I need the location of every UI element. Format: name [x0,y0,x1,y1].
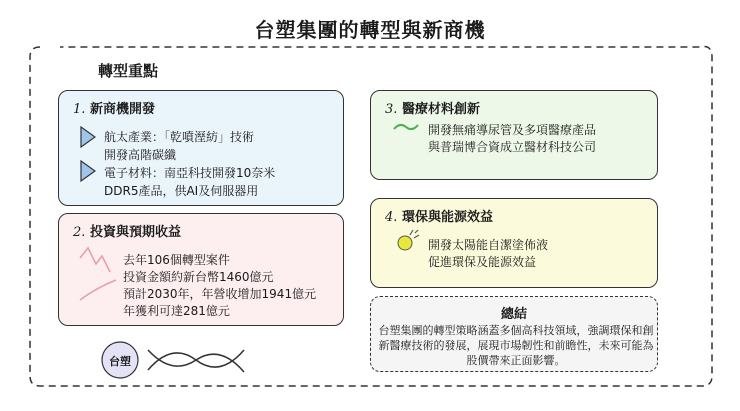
card-line: 預計2030年，年營收增加1941億元 [123,287,317,301]
summary-text: 台塑集團的轉型策略涵蓋多個高科技領域，強調環保和創新醫療技術的發展，展現市場韌性和前瞻性，未來可能為股價帶來正面影響。 [378,324,654,367]
card-line: 開發無痛導尿管及多項醫療產品 [428,123,597,137]
card-line: 開發高階碳纖 [104,148,177,162]
card-line: 航太產業：「乾噴溼紡」技術 [104,130,255,144]
card-label: 新商機開發 [89,102,155,117]
card-line: 開發太陽能自潔塗佈液 [428,238,549,252]
card-line: 促進環保及能源效益 [428,255,537,269]
summary-title: 總結 [500,307,527,322]
card-number: 1. [73,102,86,117]
card-green-title [385,206,493,225]
triangle-pointer-icon [80,160,96,182]
card-new-business-title [73,98,155,117]
card-investment-title [73,221,181,240]
card-label: 醫療材料創新 [401,102,480,117]
badge-label: 台塑 [109,355,131,368]
card-line: 與普瑞博合資成立醫材科技公司 [428,140,597,154]
card-number: 2. [73,225,86,240]
wave-icon [393,121,419,133]
section-title: 轉型重點 [98,62,159,80]
card-label: 投資與預期收益 [89,225,181,240]
page-title: 台塑集團的轉型與新商機 [254,18,486,42]
triangle-pointer-icon [80,126,96,148]
zigzag-chart-icon [78,244,118,304]
card-line: 電子材料：南亞科技開發10奈米 [104,166,276,180]
sun-icon [396,229,422,253]
card-line: 投資金額約新台幣1460億元 [123,270,274,284]
card-label: 環保與能源效益 [401,210,493,225]
card-number: 4. [385,210,398,225]
card-line: 去年106個轉型案件 [123,253,230,267]
card-medical-title [385,98,480,117]
card-line: DDR5產品，供AI及伺服器用 [104,184,259,198]
card-number: 3. [385,102,398,117]
card-line: 年獲利可達281億元 [123,304,230,318]
helix-icon [146,346,246,376]
